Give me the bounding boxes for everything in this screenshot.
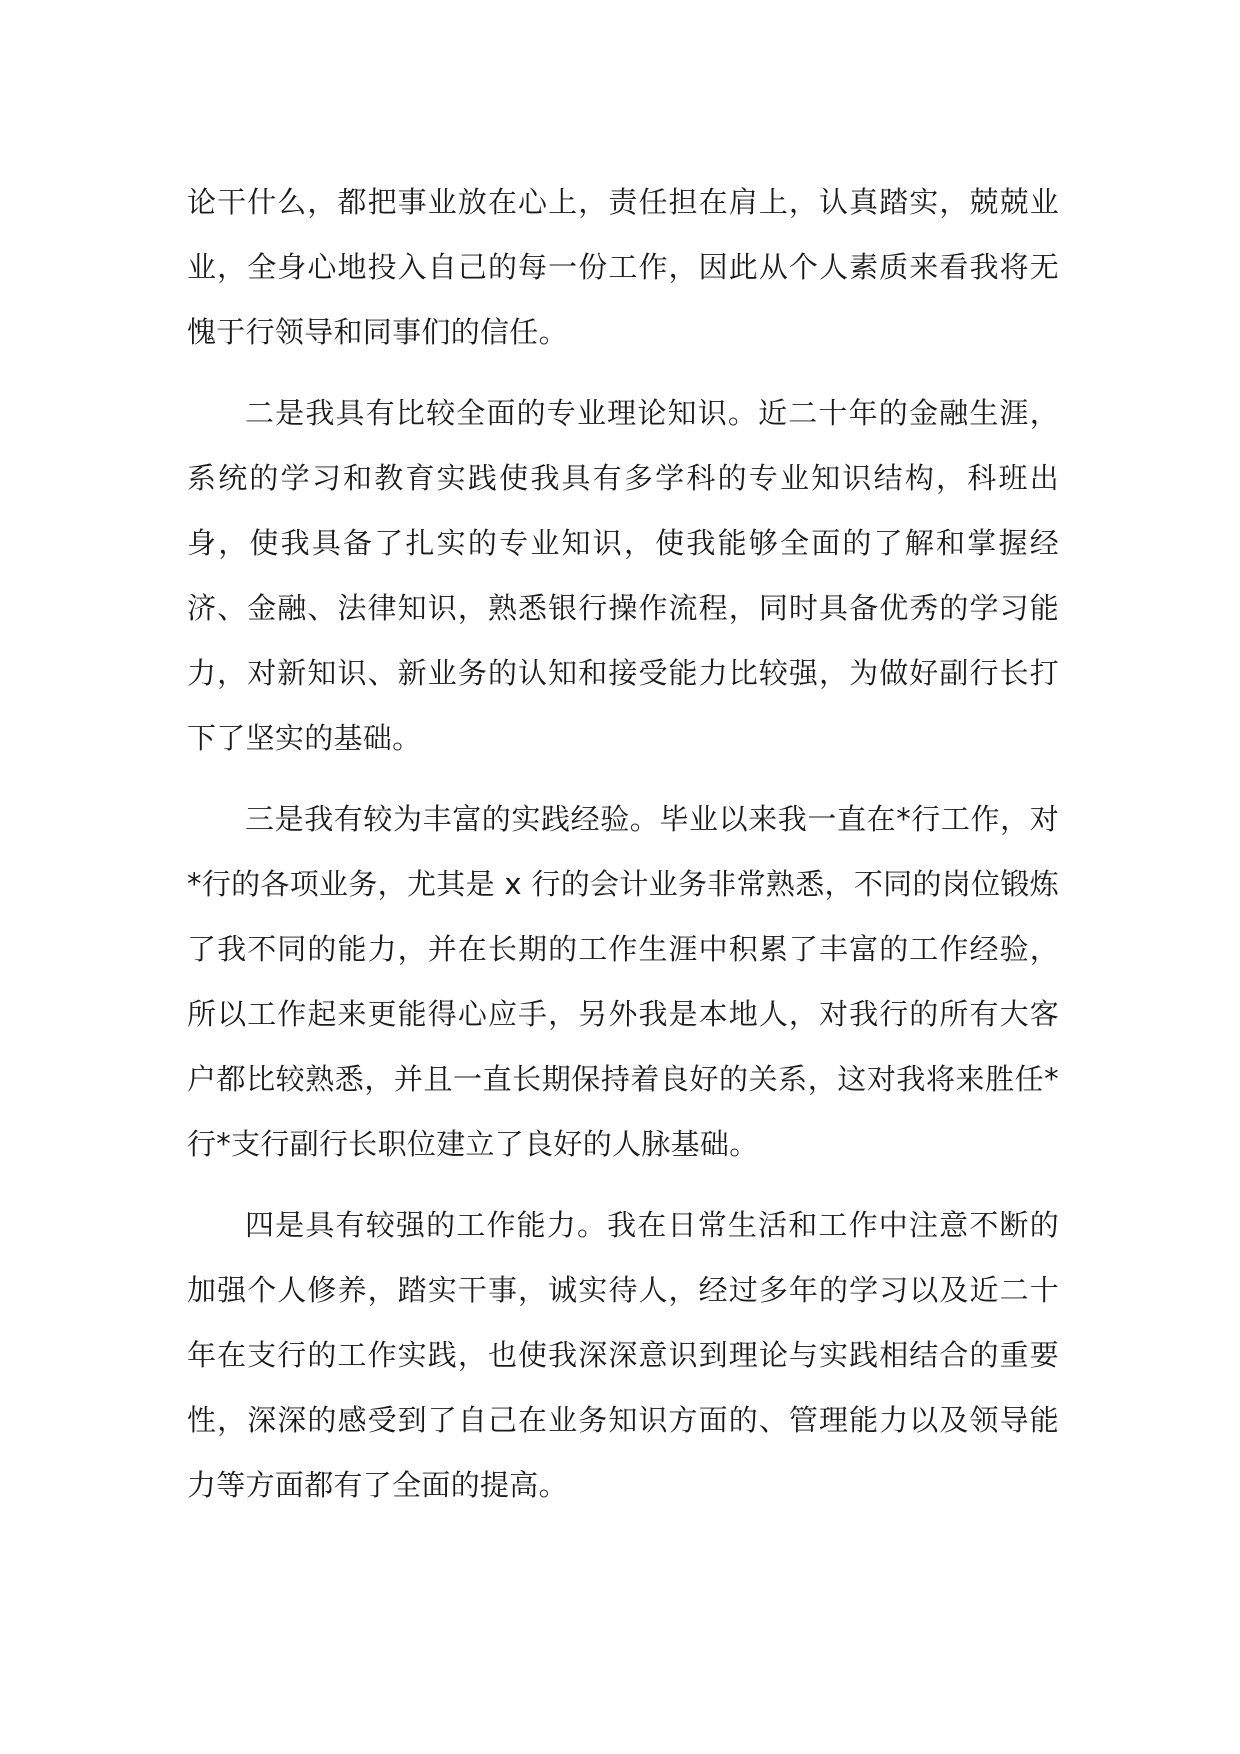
paragraph-gap [187, 365, 1059, 381]
paragraph-work-ability: 四是具有较强的工作能力。我在日常生活和工作中注意不断的加强个人修养，踏实干事，诚实待人，经过多年的学习以及近二十年在支行的工作实践，也使我深深意识到理论与实践相结合的重要性，深深的感受到了自己在业务知识方面的、管理能力以及领导能力等方面都有了全面的提高。 [187, 1208, 1059, 1502]
paragraph-gap [187, 1177, 1059, 1193]
paragraph-gap [187, 771, 1059, 787]
paragraph-professional-knowledge: 二是我具有比较全面的专业理论知识。近二十年的金融生涯，系统的学习和教育实践使我具有多学科的专业知识结构，科班出身，使我具备了扎实的专业知识，使我能够全面的了解和掌握经济、金融、法律知识，熟悉银行操作流程，同时具备优秀的学习能力，对新知识、新业务的认知和接受能力比较强，为做好副行长打下了坚实的基础。 [187, 396, 1059, 755]
paragraph-practical-experience: 三是我有较为丰富的实践经验。毕业以来我一直在*行工作，对*行的各项业务，尤其是 x 行的会计业务非常熟悉，不同的岗位锻炼了我不同的能力，并在长期的工作生涯中积累了丰富的工作经验，所以工作起来更能得心应手，另外我是本地人，对我行的所有大客户都比较熟悉，并且一直长期保持着良好的关系，这对我将来胜任*行*支行副行长职位建立了良好的人脉基础。 [187, 802, 1059, 1161]
body-text [187, 170, 1059, 1518]
paragraph-continuation: 论干什么，都把事业放在心上，责任担在肩上，认真踏实，兢兢业业，全身心地投入自己的每一份工作，因此从个人素质来看我将无愧于行领导和同事们的信任。 [187, 185, 1059, 349]
